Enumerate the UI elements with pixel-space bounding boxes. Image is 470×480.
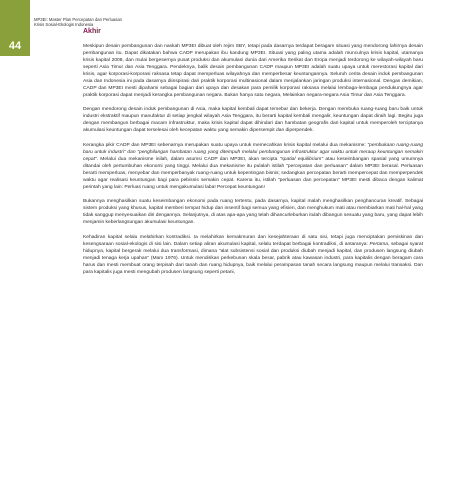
text-run: , sebagai syarat hidupnya, kapital bergerak melalui dua transformasi, dimana "alat subsistensi sosial dan produksi diubah menjadi kapital, dan produsen langsung diubah menjadi tenaga kerja upahan" (Marx 1976). Untuk mendirikan perkebunan skala besar, pabrik atau kawasan industri, para kapitalis dengan beragam cara harus dan mesti membuat orang terpisah dari tanah dan ruang hidupnya, baik melalui perampasan tanah secara langsung maupun melalui transaksi. Dan para kapitalis juga mesti mengubah produsen langsung seperti petani, — [83, 241, 423, 275]
text-run: atau keseimbangan spasial yang umumnya ditandai oleh pertumbuhan ekonomi yang tinggi. Melalui dua mekanisme itu pulalah istilah "percepatan dan perluasan" dalam MP3EI berasal. Perluasan berarti memperluas, menyebar dan memperbanyak ruang-ruang untuk kepentingan bisnis; sedangkan percepatan berarti mempercepat dan memperpendek waktu agar realisasi keuntungan bagi para pebisnis semakin cepat. Karena itu, istilah "perluasan dan percepatan" MP3EI mesti dibaca dengan kalimat perintah yang lain: Perluas ruang untuk mengakumulasi laba! Percepat keuntungan! — [83, 156, 423, 190]
running-head-line-1: MP3EI: Master Plan Percepatan dan Perluasan — [34, 17, 122, 22]
text-run: . Melalui dua mekanisme inilah, dalam asumsi CADP dan MP3EI, akan tercipta — [96, 156, 280, 162]
italic-phrase: "pembukaan ruang-ruang baru untuk industri" dan "penghilangan hambatan ruang yang ditempuh melalui pembangunan infrastruktur agar waktu untuk meraup keuntungan semakin cepat" — [83, 142, 423, 162]
running-head — [34, 17, 122, 28]
italic-phrase: Pertama — [369, 241, 388, 247]
italic-phrase: "spatial equilibrium" — [279, 156, 324, 162]
running-head-line-2: Krisis Sosial-Ekologis Indonesia — [34, 22, 94, 28]
text-run: Kerangka pikir CADP dan MP3EI sebenarnya merupakan suatu upaya untuk memecahkan krisis kapital melalui dua mekanisme: — [83, 142, 368, 148]
page-number-tab — [0, 0, 30, 56]
section-title: Akhir — [83, 28, 101, 35]
paragraph-3 — [83, 142, 423, 191]
paragraph-5 — [83, 234, 423, 276]
page-number: 44 — [8, 40, 22, 52]
text-run: Kehadiran kapital selalu melahirkan kontradiksi. Ia melahirkan kemakmuran dan kesejahteraan di satu sisi, tetapi juga menciptakan pemiskinan dan kesengsaraan sosial-ekologis di sisi lain. Dalam setiap aliran akumulasi kapital, selalu terdapat berbagai kontradiksi, di antaranya: — [83, 234, 423, 247]
paragraph-1: Meskipun desain pembangunan dan naskah MP3EI dibuat oleh rejim SBY, tetapi pada dasarnya terdapat beragam situasi yang mendorong lahirnya desain pembangunan itu. Dapat dikatakan bahwa CADP merupakan ibu kandung MP3EI. Situasi yang paling utama adalah munculnya krisis kapital, utamanya krisis kapital 2008, dan mulai bergesernya pusat produksi dan akumulasi dunia dari Amerika Serikat dan Eropa menjadi terdorong ke wilayah-wilayah baru seperti Asia Timur dan Asia Tenggara. Pendeknya, balik desain pembangunan CADP maupun MP3EI adalah suatu upaya untuk merestorasi kapital dari krisis, agar korporasi-korporasi raksasa tetap dapat memperluas wilayahnya dan memperbesar keuntungannya. Seluruh cerita desain induk pembangunan Asia dan Indonesia ini pada dasarnya diinspirasi dari praktik korporasi multinasional dalam menjalankan jaringan produksi internasional. Dengan demikian, CADP dan MP3EI mesti dipahami sebagai bagian dari upaya dan desakan para pemilik korporasi raksasa melalui lembaga-lembaga pendukungnya agar praktik korporasi dapat menjadi kerangka pembangunan negara. Bukan hanya satu negara, Melainkan negara-negara Asia Timur dan Asia Tenggara. — [83, 44, 423, 98]
article-body — [83, 28, 423, 283]
paragraph-4: Bukannya menghasilkan suatu keseimbangan ekonomi pada ruang tertentu, pada dasarnya, kapital malah menghasilkan penghancuran kreatif. Sebagai sistem produksi yang khusus, kapital memberi tempat hidup dan insentif bagi semua yang efisien, dan menghukum mati atau membiarkan mati hal-hal yang tidak sanggup menyesuaikan diri dengannya. Selanjutnya, di atas apa-apa yang telah dihancurleburkan itulah dibangun sesuatu yang baru, yang dapat lebih menjamin keberlangsungan akumulasi keuntungan. — [83, 199, 423, 226]
paragraph-2: Dengan mendorong desain induk pembangunan di Asia, maka kapital kembali dapat tersebar dan bekerja. Dengan membuka ruang-ruang baru baik untuk industri ekstraktif maupun manufaktur di setiap jengkal wilayah Asia Tenggara, itu berarti kapital kembali mengalir, keuntungan dapat diraih lagi. Begitu juga dengan membangun berbagai macam infrastruktur, maka krisis kapital dapat dihindari dan hambatan geografis dari kapital untuk memperoleh terciptanya akumulasi keuntungan dapat terselesai oleh kecepatan waktu yang semakin dipersempit dan diperpendek. — [83, 107, 423, 134]
